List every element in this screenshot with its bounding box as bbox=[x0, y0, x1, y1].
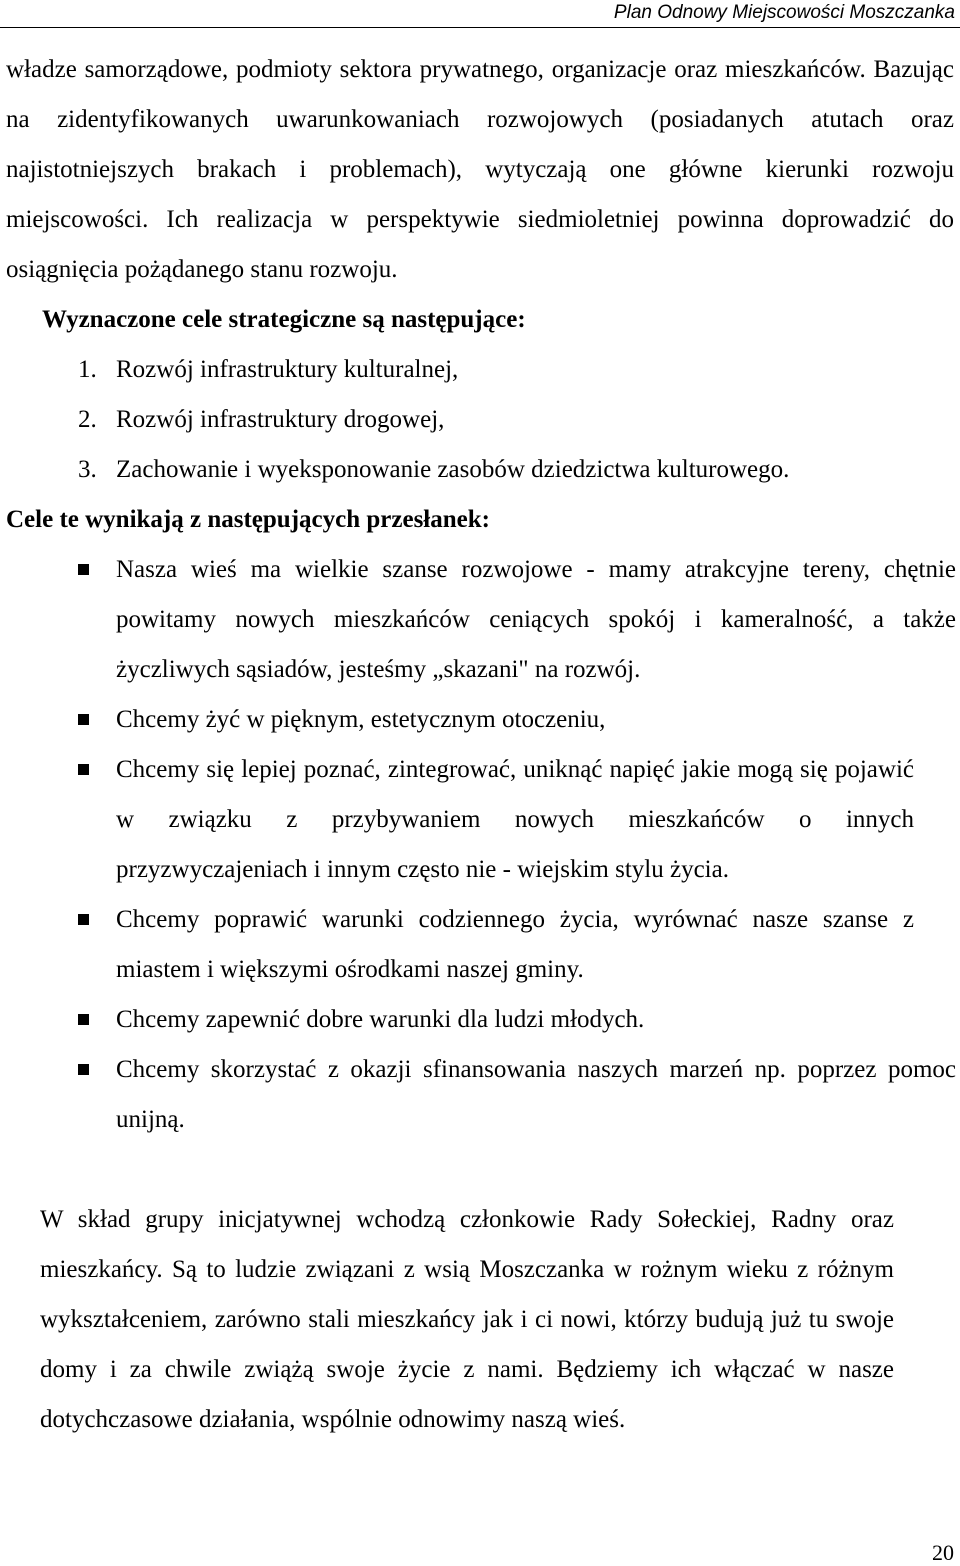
list-item bbox=[78, 395, 789, 445]
list-item-number: 1. bbox=[78, 356, 97, 383]
goals-list bbox=[78, 345, 789, 495]
square-bullet-icon bbox=[78, 914, 89, 925]
list-item-text: Rozwój infrastruktury kulturalnej, bbox=[116, 356, 459, 383]
list-item-text: Nasza wieś ma wielkie szanse rozwojowe - mamy atrakcyjne tereny, chętnie powitamy nowych mieszkańców ceniących spokój i kameralność, a także życzliwych sąsiadów, jesteśmy „skazani" na rozwój. bbox=[116, 556, 956, 683]
list-item bbox=[78, 445, 789, 495]
premises-list bbox=[78, 545, 956, 1145]
square-bullet-icon bbox=[78, 1014, 89, 1025]
intro-paragraph: władze samorządowe, podmioty sektora prywatnego, organizacje oraz mieszkańców. Bazując na zidentyfikowanych uwarunkowaniach rozwojowych (posiadanych atutach oraz najistotniejszych brakach i problemach), wytyczają one główne kierunki rozwoju miejscowości. Ich realizacja w perspektywie siedmioletniej powinna doprowadzić do osiągnięcia pożądanego stanu rozwoju. bbox=[6, 56, 954, 283]
page-header-title: Plan Odnowy Miejscowości Moszczanka bbox=[613, 2, 955, 23]
square-bullet-icon bbox=[78, 764, 89, 775]
list-item bbox=[78, 895, 914, 995]
square-bullet-icon bbox=[78, 1064, 89, 1075]
list-item-text: Chcemy skorzystać z okazji sfinansowania naszych marzeń np. poprzez pomoc unijną. bbox=[116, 1056, 956, 1133]
list-item-text: Chcemy żyć w pięknym, estetycznym otoczeniu, bbox=[116, 706, 606, 733]
page-number: 20 bbox=[932, 1540, 954, 1565]
list-item-text: Rozwój infrastruktury drogowej, bbox=[116, 406, 445, 433]
header-divider bbox=[0, 27, 960, 28]
list-item-text: Chcemy się lepiej poznać, zintegrować, uniknąć napięć jakie mogą się pojawić w związku z przybywaniem nowych mieszkańców o innych przyzwyczajeniach i innym często nie - wiejskim stylu życia. bbox=[116, 756, 914, 883]
list-item bbox=[78, 345, 789, 395]
list-item-number: 2. bbox=[78, 406, 97, 433]
list-item bbox=[78, 695, 956, 745]
premises-heading: Cele te wynikają z następujących przesłanek: bbox=[6, 506, 490, 533]
list-item-number: 3. bbox=[78, 456, 97, 483]
list-item bbox=[78, 545, 956, 695]
list-item-text: Zachowanie i wyeksponowanie zasobów dziedzictwa kulturowego. bbox=[116, 456, 790, 483]
list-item bbox=[78, 1045, 956, 1145]
goals-heading: Wyznaczone cele strategiczne są następujące: bbox=[42, 306, 526, 333]
list-item bbox=[78, 745, 914, 895]
square-bullet-icon bbox=[78, 714, 89, 725]
square-bullet-icon bbox=[78, 564, 89, 575]
list-item-text: Chcemy poprawić warunki codziennego życia, wyrównać nasze szanse z miastem i większymi ośrodkami naszej gminy. bbox=[116, 906, 914, 983]
list-item bbox=[78, 995, 956, 1045]
list-item-text: Chcemy zapewnić dobre warunki dla ludzi młodych. bbox=[116, 1006, 645, 1033]
closing-paragraph: W skład grupy inicjatywnej wchodzą członkowie Rady Sołeckiej, Radny oraz mieszkańcy. Są to ludzie związani z wsią Moszczanka w rożnym wieku z różnym wykształceniem, zarówno stali mieszkańcy jak i ci nowi, którzy budują już tu swoje domy i za chwile zwiążą swoje życie z nami. Będziemy ich włączać w nasze dotychczasowe działania, wspólnie odnowimy naszą wieś. bbox=[40, 1206, 894, 1433]
